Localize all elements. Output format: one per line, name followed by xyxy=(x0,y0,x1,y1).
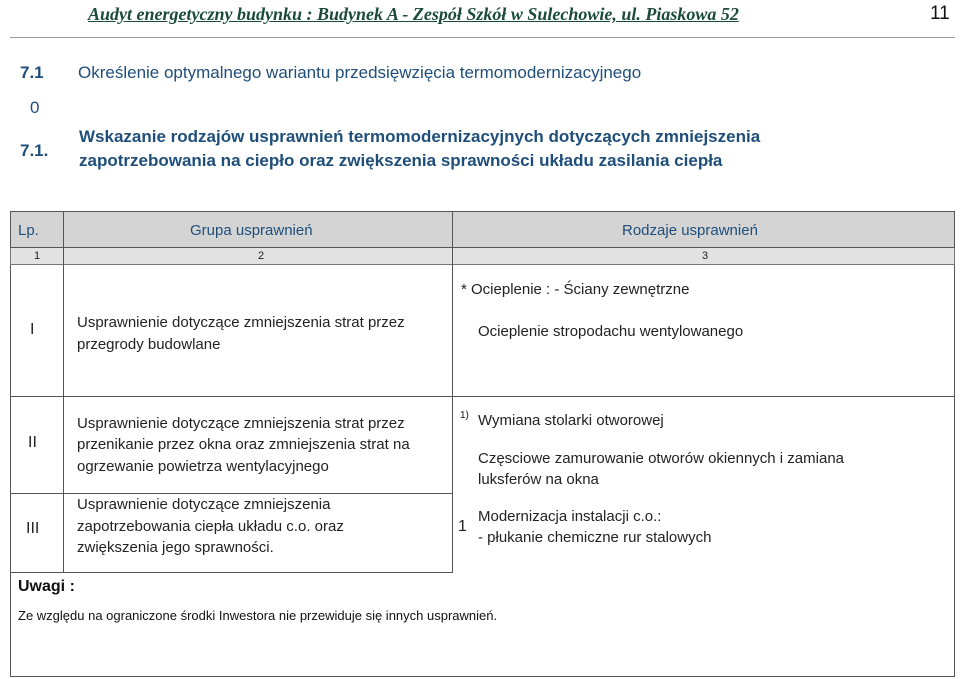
column-divider-lp xyxy=(63,211,64,573)
row-2-types-line-1: Wymiana stolarki otworowej xyxy=(478,412,664,429)
row-2-group-line-3: ogrzewanie powietrza wentylacyjnego xyxy=(77,458,329,475)
column-number-1: 1 xyxy=(34,250,41,262)
row-2-types-line-3: luksferów na okna xyxy=(478,471,599,488)
row-3-lp: III xyxy=(26,520,40,537)
header-rule xyxy=(10,37,955,38)
row-3-group-line-1: Usprawnienie dotyczące zmniejszenia xyxy=(77,496,331,513)
row-3-types-marker: 1 xyxy=(458,518,467,535)
column-number-3: 3 xyxy=(702,250,709,262)
row-2-types-marker: 1) xyxy=(460,410,469,421)
subsection-title-line-1: Wskazanie rodzajów usprawnień termomodernizacyjnych dotyczących zmniejszenia xyxy=(79,127,761,146)
row-2-types-line-2: Częsciowe zamurowanie otworów okiennych i zamiana xyxy=(478,450,844,467)
column-divider-group xyxy=(452,211,453,573)
page-number: 11 xyxy=(930,3,950,24)
header-lp: Lp. xyxy=(18,222,39,239)
section-number: 7.1 xyxy=(20,63,44,82)
row-1-group-line-1: Usprawnienie dotyczące zmniejszenia strat przez xyxy=(77,314,405,331)
table-column-number-row xyxy=(10,248,955,265)
row-3-group-line-3: zwiększenia jego sprawności. xyxy=(77,539,274,556)
row-1-group-line-2: przegrody budowlane xyxy=(77,336,221,353)
row-3-group-line-2: zapotrzebowania ciepła układu c.o. oraz xyxy=(77,518,344,535)
section-stray-digit: 0 xyxy=(30,98,40,117)
document-title: Audyt energetyczny budynku : Budynek A - Zespół Szkół w Sulechowie, ul. Piaskowa 52 xyxy=(88,4,739,24)
row-2-group-line-2: przenikanie przez okna oraz zmniejszenia strat na xyxy=(77,436,410,453)
subsection-number: 7.1. xyxy=(20,141,49,160)
remarks-text: Ze względu na ograniczone środki Inwestora nie przewiduje się innych usprawnień. xyxy=(18,608,498,623)
column-number-2: 2 xyxy=(258,250,265,262)
row-divider-3 xyxy=(10,572,453,573)
row-3-types-line-1: Modernizacja instalacji c.o.: xyxy=(478,508,662,525)
row-divider-1 xyxy=(10,396,955,397)
header-group: Grupa usprawnień xyxy=(190,222,313,239)
row-2-lp: II xyxy=(28,434,37,451)
subsection-title-line-2: zapotrzebowania na ciepło oraz zwiększenia sprawności układu zasilania ciepła xyxy=(79,151,723,170)
remarks-label: Uwagi : xyxy=(18,578,75,595)
section-title: Określenie optymalnego wariantu przedsięwzięcia termomodernizacyjnego xyxy=(78,63,642,82)
header-types: Rodzaje usprawnień xyxy=(622,222,758,239)
table-header-row xyxy=(10,211,955,248)
row-1-types-line-2: Ocieplenie stropodachu wentylowanego xyxy=(478,323,744,340)
row-1-lp: I xyxy=(30,321,35,338)
row-3-types-line-2: - płukanie chemiczne rur stalowych xyxy=(478,529,712,546)
row-2-group-line-1: Usprawnienie dotyczące zmniejszenia strat przez xyxy=(77,415,405,432)
row-1-types-line-1: * Ocieplenie : - Ściany zewnętrzne xyxy=(461,281,690,298)
